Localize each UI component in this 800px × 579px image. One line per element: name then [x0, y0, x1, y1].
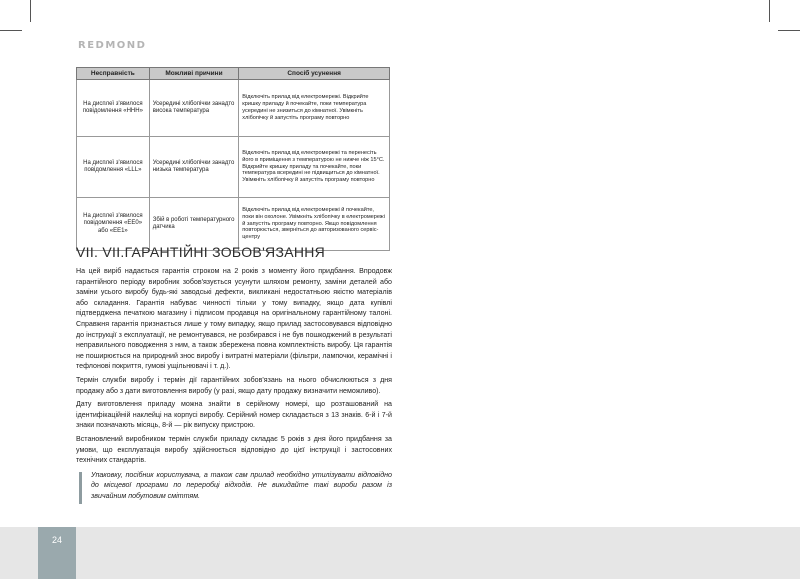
- section-title: VII. VII.ГАРАНТІЙНІ ЗОБОВ'ЯЗАННЯ: [76, 244, 326, 260]
- page-number: 24: [51, 535, 62, 545]
- crop-mark-top-left-v: [30, 0, 31, 22]
- warranty-paragraph: Термін служби виробу і термін дії гарантійних зобов'язань на нього обчислюються з дня продажу або з дати виготовлення виробу (у разі, якщо дату продажу визначити неможливо).: [76, 375, 392, 395]
- cause-cell: Усередині хлібопічки занадто низька температура: [149, 137, 239, 198]
- remedy-cell: Відключіть прилад від електромережі та перенесіть його в приміщення з температурою не нижче ніж 15°С. Відкрийте кришку приладу та почекайте, поки температура всередині не підвищиться до кімнатної. Увімкніть хлібопічку й запустіть програму повторно: [239, 137, 390, 198]
- warranty-body: [76, 266, 392, 469]
- footer-band: [0, 527, 800, 579]
- cause-cell: Усередині хлібопічки занадто висока температура: [149, 80, 239, 137]
- table-row: [77, 198, 390, 251]
- crop-mark-top-right-v: [769, 0, 770, 22]
- table-row: [77, 80, 390, 137]
- warranty-paragraph: Встановлений виробником термін служби приладу складає 5 років з дня його придбання за умови, що експлуатація виробу здійснюється відповідно до цієї інструкції і застосовних технічних стандартів.: [76, 434, 392, 465]
- cause-cell: Збій в роботі температурного датчика: [149, 198, 239, 251]
- note-accent-bar: [79, 472, 82, 504]
- troubleshooting-table: [76, 67, 390, 251]
- note-text: Упаковку, посібник користувача, а також сам прилад необхідно утилізувати відповідно до місцевої програми по переробці відходів. Не викидайте такі вироби разом із звичайним побутовим сміттям.: [91, 471, 392, 500]
- warranty-paragraph: Дату виготовлення приладу можна знайти в серійному номері, що розташований на ідентифікаційній наклейці на корпусі виробу. Серійний номер складається з 13 знаків. 6-й і 7-й знаки позначають місяць, 8-й — рік випуску пристрою.: [76, 400, 392, 430]
- table-row: [77, 137, 390, 198]
- column-header-cause: Можливі причини: [149, 68, 239, 80]
- crop-mark-top-left-h: [0, 30, 22, 31]
- fault-cell: На дисплеї з'явилося повідомлення «LLL»: [77, 137, 150, 198]
- brand-logo: REDMOND: [78, 40, 147, 51]
- fault-cell: На дисплеї з'явилося повідомлення «ННН»: [77, 80, 150, 137]
- table-header-row: [77, 68, 390, 80]
- warranty-paragraph: На цей виріб надається гарантія строком на 2 років з моменту його придбання. Впродовж гарантійного періоду виробник зобов'язується усунути шляхом ремонту, заміни деталей або заміни усього виробу будь-які заводські дефекти, викликані недостатньою якістю матеріалів або складання. Гарантія набуває чинності тільки у тому випадку, якщо дата купівлі підтверджена печаткою магазину і підписом продавця на оригінальному гарантійному талоні. Справжня гарантія признається лише у тому випадку, якщо прилад застосовувався відповідно до інструкції з експлуатації, не ремонтувався, не розбирався і не був пошкоджений в результаті неправильного поводження з ним, а також збережена повна комплектність виробу. Ця гарантія не поширюється на природний знос виробу і витратні матеріали (фільтри, лампочки, керамічні і тефлонові покриття, гумові ущільнювачі і т. д.).: [76, 267, 392, 371]
- remedy-cell: Відключіть прилад від електромережі. Відкрийте кришку приладу й почекайте, поки температура усередині не знизиться до кімнатної. Увімкніть хлібопічку й запустіть програму повторно: [239, 80, 390, 137]
- remedy-cell: Відключіть прилад від електромережі й почекайте, поки він охолоне. Увімкніть хлібопічку в електромережі й запустіть програму повторно. Якщо повідомлення повторюється, зверніться до авторизованого сервіс-центру: [239, 198, 390, 251]
- column-header-fault: Несправність: [77, 68, 150, 80]
- recycling-note: [76, 470, 392, 501]
- column-header-remedy: Спосіб усунення: [239, 68, 390, 80]
- crop-mark-top-right-h: [778, 30, 800, 31]
- fault-cell: На дисплеї з'явилося повідомлення «ЕЕ0» або «ЕЕ1»: [77, 198, 150, 251]
- page-number-box: [38, 527, 76, 579]
